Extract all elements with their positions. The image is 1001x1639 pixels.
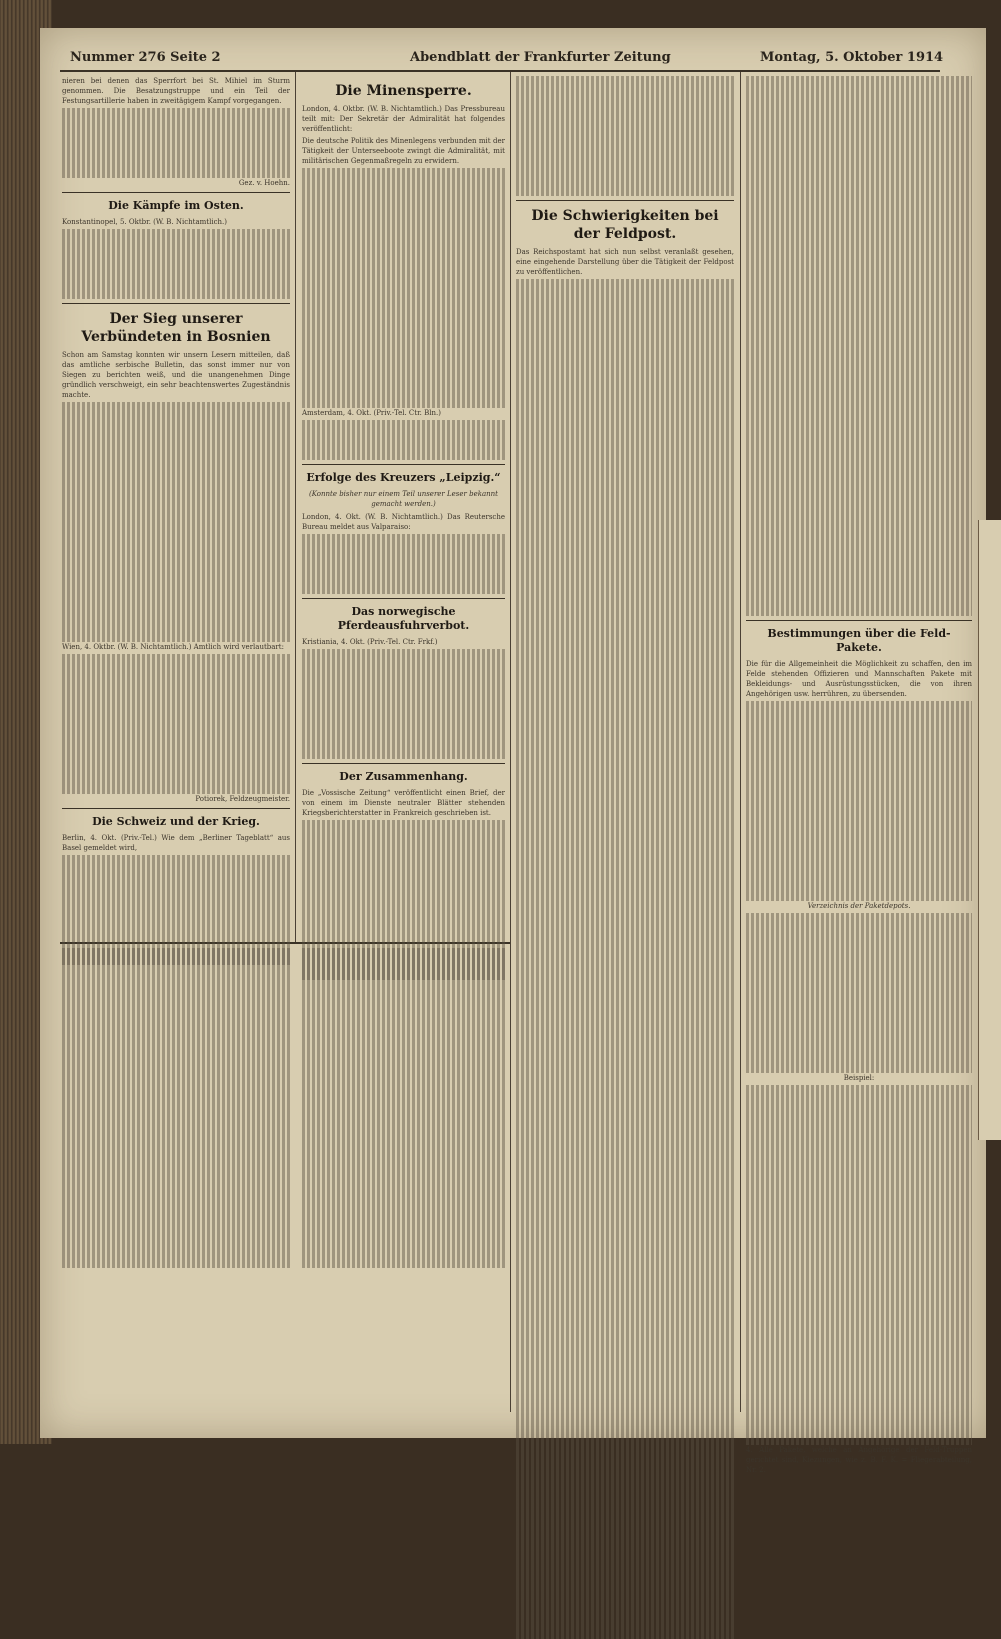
column-divider [510, 72, 511, 1412]
article-text: Die deutsche Politik des Minenlegens verbunden mit der Tätigkeit der Unterseeboote zwingt die Admiralität, mit militärischen Gegenmaßregeln zu erwidern. [302, 137, 505, 165]
headline-pferdeausfuhr: Das norwegische Pferdeausfuhrverbot. [337, 605, 470, 632]
dateline: Konstantinopel, 5. Oktbr. (W. B. Nichtamtlich.) [62, 218, 227, 226]
dateline: Wien, 4. Oktbr. (W. B. Nichtamtlich.) Amtlich wird verlautbart: [62, 643, 284, 651]
header-date: Montag, 5. Oktober 1914 [760, 50, 944, 65]
column-divider [740, 72, 741, 1412]
header-title: Abendblatt der Frankfurter Zeitung [410, 50, 671, 65]
dateline: Kristiania, 4. Okt. (Priv.-Tel. Ctr. Frkf.) [302, 638, 438, 646]
subheading: Verzeichnis der Paketdepots. [807, 902, 911, 910]
adjacent-page-edge [978, 520, 1001, 1140]
column-2 [302, 76, 505, 936]
dateline: Berlin, 4. Okt. (Priv.-Tel.) Wie dem „Berliner Tageblatt“ aus Basel gemeldet wird, [62, 834, 290, 852]
headline-sieg-bosnien: Der Sieg unserer Verbündeten in Bosnien [81, 311, 271, 345]
header-issue: Nummer 276 Seite 2 [70, 50, 221, 65]
headline-subnote: (Konnte bisher nur einem Teil unserer Leser bekannt gemacht werden.) [309, 490, 498, 508]
article-text: Die „Vossische Zeitung“ veröffentlicht einen Brief, der von einem im Dienste neutraler Blätter stehenden Kriegsberichterstatter in Frankreich geschrieben ist. [302, 789, 505, 817]
headline-feldpakete: Bestimmungen über die Feld-Pakete. [767, 627, 951, 654]
article-text: Die für die Allgemeinheit die Möglichkeit zu schaffen, den im Felde stehenden Offizieren und Mannschaften Pakete mit Bekleidungs- und Ausrüstungsstücken, die von ihren Angehörigen usw. herrühren, zu übersenden. [746, 660, 972, 698]
dateline: Amsterdam, 4. Okt. (Priv.-Tel. Ctr. Bln.) [302, 409, 441, 417]
article-text: nieren bei denen das Sperrfort bei St. Mihiel im Sturm genommen. Die Besatzungstruppe und ein Teil der Festungsartillerie haben in zweitägigem Kampf vorgegangen. [62, 77, 290, 105]
signature: Potiorek, Feldzeugmeister. [195, 795, 290, 803]
headline-kreuzer-leipzig: Erfolge des Kreuzers „Leipzig.“ [306, 471, 501, 484]
column-4 [746, 76, 972, 1474]
headline-feldpost: Die Schwierigkeiten bei der Feldpost. [531, 208, 719, 242]
headline-schweiz-krieg: Die Schweiz und der Krieg. [92, 815, 260, 828]
column-divider [295, 72, 296, 942]
dateline: London, 4. Okt. (W. B. Nichtamtlich.) Das Reutersche Bureau meldet aus Valparaiso: [302, 513, 505, 531]
subheading: Beispiel: [843, 1074, 875, 1082]
signature: Gez. v. Hoehn. [238, 179, 290, 187]
feuilleton-column-1 [62, 948, 290, 1388]
dateline: London, 4. Oktbr. (W. B. Nichtamtlich.) Das Pressbureau teilt mit: Der Sekretär der Admiralität hat folgendes veröffentlicht: [302, 105, 505, 133]
article-text: Das Reichspostamt hat sich nun selbst veranlaßt gesehen, eine eingehende Darstellung über die Tätigkeit der Feldpost zu veröffentlichen. [516, 248, 734, 276]
page-header [60, 48, 944, 72]
article-text: 4. Alle Pakete, welche an Angehörige der Feld-Truppen gerichtet sind, Kiezungen, wie z. B. F. K. = Fliegerabteilung, Nr. 2. [746, 1446, 972, 1474]
column-3 [516, 76, 734, 1396]
headline-zusammenhang: Der Zusammenhang. [339, 770, 468, 783]
feuilleton-column-2 [302, 948, 505, 1388]
article-text: Schon am Samstag konnten wir unsern Lesern mitteilen, daß das amtliche serbische Bulletin, das sonst immer nur von Siegen zu berichten weiß, und die unangenehmen Dinge gründlich verschweigt, ein sehr beachtenswertes Zugeständnis machte. [62, 351, 290, 399]
column-1 [62, 76, 290, 936]
headline-kaempfe-osten: Die Kämpfe im Osten. [108, 199, 244, 212]
headline-minensperre: Die Minensperre. [335, 83, 472, 99]
